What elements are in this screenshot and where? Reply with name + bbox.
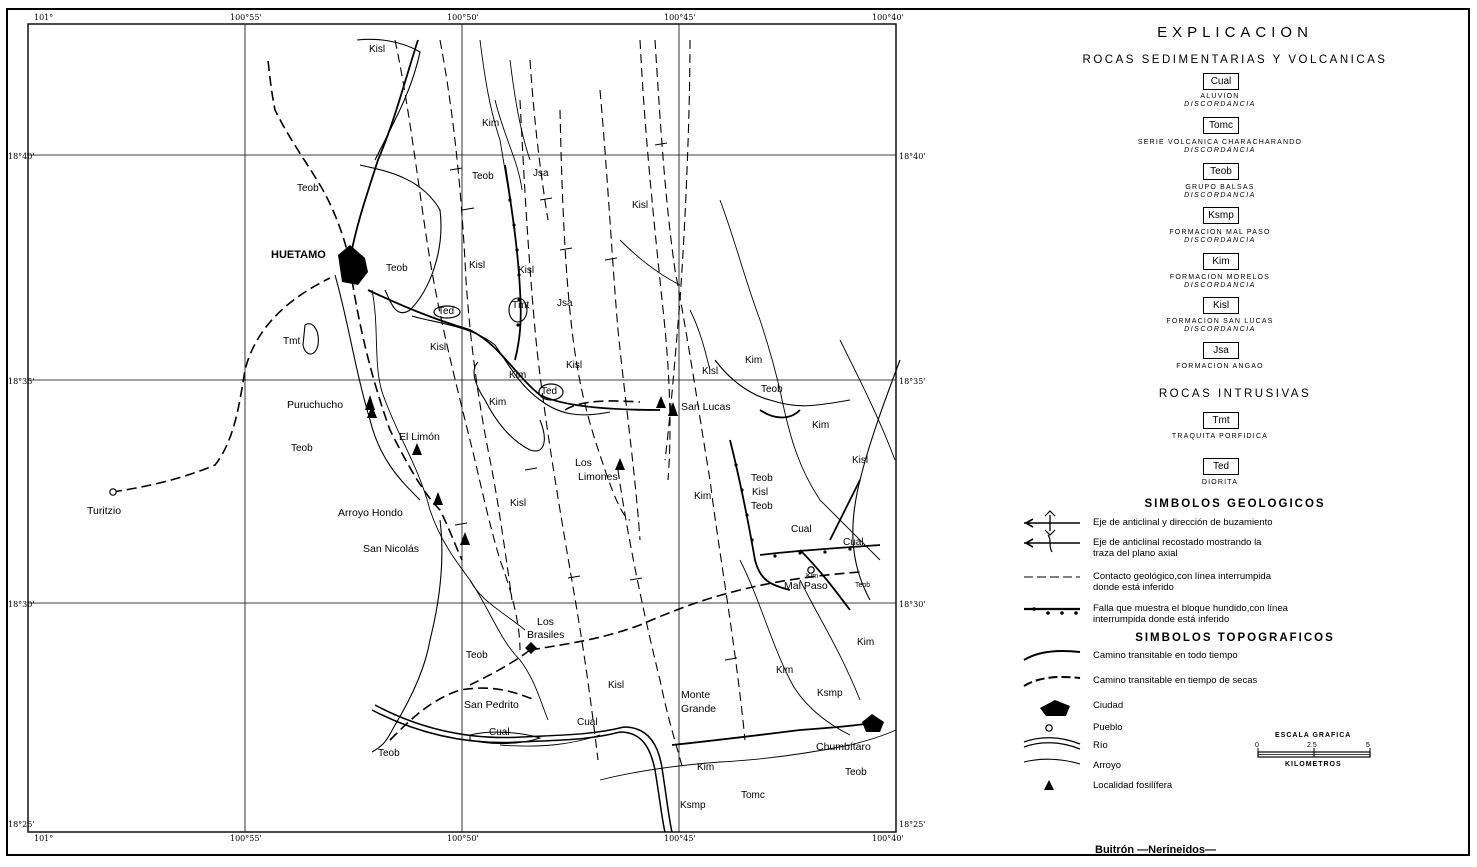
legend-unit-name: DIORITA (1201, 479, 1239, 486)
legend-sedimentary-header: ROCAS SEDIMENTARIAS Y VOLCANICAS (1082, 54, 1388, 66)
legend-unit-box: Tmt (1203, 412, 1239, 429)
coord-bottom-3: 100°45' (664, 834, 696, 843)
unit-label: Kim (694, 491, 712, 502)
unit-label: Kisl (430, 342, 447, 353)
unit-label: Kim (806, 573, 819, 580)
town-huetamo: HUETAMO (271, 249, 326, 261)
chumbitaro-city-icon (862, 714, 884, 732)
unit-label: Kim (857, 637, 875, 648)
coord-right-3: 18°25' (899, 820, 926, 829)
unit-label: Kim (482, 118, 500, 129)
unit-label: Kim (489, 397, 507, 408)
town-el-limon: El Limón (399, 431, 440, 443)
legend-topo-text: Localidad fosilífera (1093, 780, 1173, 791)
town-san-lucas: San Lucas (681, 401, 731, 413)
unit-label: Teob (751, 501, 773, 512)
unit-label: Kisl (752, 487, 769, 498)
legend-discordancia: DISCORDANCIA (1184, 147, 1256, 154)
town-monte-grande-2: Grande (681, 703, 717, 715)
coord-right-2: 18°30' (899, 600, 926, 609)
unit-label: Kisl (702, 366, 719, 377)
fossil-icon (460, 532, 470, 545)
legend-scale-title: ESCALA GRAFICA (1275, 732, 1352, 739)
legend-unit-box: Kisl (1203, 297, 1239, 314)
town-turitzio: Turitzio (87, 505, 122, 517)
legend-topo-text: Camino transitable en todo tiempo (1093, 650, 1238, 661)
unit-label: Tomc (741, 790, 765, 801)
unit-label: Kisl (566, 360, 583, 371)
legend-unit-box: Jsa (1203, 342, 1239, 359)
turitzio-pueblo-icon (110, 489, 116, 495)
coord-left-0: 18°40' (8, 152, 35, 161)
town-los-limones-1: Los (575, 457, 592, 469)
town-puruchucho: Puruchucho (287, 399, 344, 411)
unit-label: Ted (541, 386, 558, 397)
unit-label: Teob (291, 443, 313, 454)
unit-label: Teob (466, 650, 488, 661)
fossil-icon (365, 395, 375, 410)
unit-label: Teob (855, 582, 871, 589)
town-los-brasiles-2: Brasiles (527, 629, 565, 641)
unit-label: Teob (845, 767, 867, 778)
coord-bottom-1: 100°55' (230, 834, 262, 843)
legend-unit-name: FORMACION SAN LUCAS (1166, 318, 1274, 325)
coord-bottom-2: 100°50' (447, 834, 479, 843)
huetamo-city-icon (338, 245, 368, 285)
unit-label: Teob (472, 171, 494, 182)
town-chumbitaro: Chumbítaro (816, 741, 871, 753)
unit-label: Cual (489, 727, 510, 738)
coord-right-1: 18°35' (899, 377, 926, 386)
legend-topo-text: Camino transitable en tiempo de secas (1093, 675, 1258, 686)
legend-geo-text: Eje de anticlinal y dirección de buzamiento (1093, 517, 1273, 528)
legend-geo-text: Falla que muestra el bloque hundido,con línea (1093, 603, 1288, 614)
town-san-nicolas: San Nicolás (363, 543, 420, 555)
unit-label: Teob (761, 384, 783, 395)
fossil-icon (656, 396, 666, 408)
legend-unit-name: FORMACION MAL PASO (1169, 229, 1271, 236)
legend-scale-tick: 2.5 (1307, 742, 1317, 749)
legend-unit-box: Ksmp (1203, 207, 1239, 224)
legend-discordancia: DISCORDANCIA (1184, 237, 1256, 244)
legend-unit-name: ALUVION (1200, 93, 1240, 100)
unit-label: Kim (745, 355, 763, 366)
legend-topo-header: SIMBOLOS TOPOGRAFICOS (1135, 632, 1335, 644)
unit-label: Tmt (512, 300, 530, 311)
town-los-brasiles-1: Los (537, 616, 554, 628)
legend (1005, 18, 1465, 856)
fossil-icon (615, 458, 625, 470)
coord-right-0: 18°40' (899, 152, 926, 161)
legend-unit-box: Kim (1203, 253, 1239, 270)
town-mal-paso: Mal Paso (784, 580, 828, 592)
coord-top-1: 100°55' (230, 13, 262, 22)
geologic-contacts (335, 39, 900, 752)
coord-bottom-4: 100°40' (872, 834, 904, 843)
legend-discordancia: DISCORDANCIA (1184, 192, 1256, 199)
unit-label: Teob (378, 748, 400, 759)
coord-left-2: 18°30' (8, 600, 35, 609)
legend-scale-unit: KILOMETROS (1285, 761, 1342, 768)
graticule (28, 24, 896, 832)
legend-scale-tick: 5 (1366, 742, 1370, 749)
coord-top-4: 100°40' (872, 13, 904, 22)
legend-unit-box: Teob (1203, 163, 1239, 180)
unit-label: Kim (776, 665, 794, 676)
legend-unit-box: Cual (1203, 73, 1239, 90)
legend-discordancia: DISCORDANCIA (1184, 101, 1256, 108)
town-monte-grande-1: Monte (681, 689, 711, 701)
unit-label: Ksmp (680, 800, 706, 811)
unit-label: Jsa (533, 168, 549, 179)
tmt-body-west (303, 324, 318, 354)
unit-label: Kisl (469, 260, 486, 271)
town-san-pedrito: San Pedrito (464, 699, 519, 711)
legend-discordancia: DISCORDANCIA (1184, 282, 1256, 289)
legend-title: EXPLICACION (1157, 24, 1313, 41)
legend-unit-name: FORMACION MORELOS (1169, 274, 1271, 281)
fossil-icon (433, 492, 443, 505)
legend-geo-text: interrumpida donde está inferido (1093, 614, 1230, 625)
fault-ticks (508, 198, 851, 557)
legend-topo-text: Ciudad (1093, 700, 1124, 711)
legend-scale-tick: 0 (1255, 742, 1259, 749)
unit-label: Teob (297, 183, 319, 194)
legend-unit-box: Ted (1203, 458, 1239, 475)
unit-label: Kisl (632, 200, 649, 211)
coord-top-3: 100°45' (664, 13, 696, 22)
unit-label: Kisl (852, 455, 869, 466)
legend-geo-text: Eje de anticlinal recostado mostrando la (1093, 537, 1262, 548)
unit-label: Teob (751, 473, 773, 484)
unit-label: Jsa (557, 298, 573, 309)
signature: Buitrón —Nerineidos— (1095, 844, 1217, 856)
fossil-icon (412, 443, 422, 455)
unit-label: Kisl (608, 680, 625, 691)
legend-unit-name: TRAQUITA PORFIDICA (1171, 433, 1269, 440)
unit-label: Teob (386, 263, 408, 274)
unit-label: Cual (791, 524, 812, 535)
unit-label: Kim (509, 370, 527, 381)
legend-geo-text: Contacto geológico,con línea interrumpida (1093, 571, 1271, 582)
legend-unit-box: Tomc (1203, 117, 1239, 134)
coord-top-0: 101° (34, 13, 54, 22)
unit-label: Cual (577, 717, 598, 728)
legend-discordancia: DISCORDANCIA (1184, 326, 1256, 333)
coord-top-2: 100°50' (447, 13, 479, 22)
legend-topo-text: Pueblo (1093, 722, 1123, 733)
legend-intrusive-header: ROCAS INTRUSIVAS (1158, 388, 1312, 400)
unit-label: Kisl (369, 44, 386, 55)
dry-season-roads (112, 60, 860, 740)
legend-geo-text: traza del plano axial (1093, 548, 1178, 559)
unit-label: Kisl (510, 498, 527, 509)
unit-label: Tmt (283, 336, 301, 347)
legend-geo-text: donde está inferido (1093, 582, 1174, 593)
unit-label: Ksmp (817, 688, 843, 699)
unit-label: Ted (438, 306, 455, 317)
town-arroyo-hondo: Arroyo Hondo (338, 507, 403, 519)
legend-topo-text: Río (1093, 740, 1108, 751)
legend-geologic-header: SIMBOLOS GEOLOGICOS (1144, 498, 1326, 510)
unit-label: Cual (843, 537, 864, 548)
coord-bottom-0: 101° (34, 834, 54, 843)
legend-unit-name: GRUPO BALSAS (1185, 184, 1255, 191)
coord-left-1: 18°35' (8, 377, 35, 386)
unit-label: Kim (697, 762, 715, 773)
legend-topo-text: Arroyo (1093, 760, 1121, 771)
all-season-roads (350, 40, 880, 745)
main-river (372, 705, 672, 832)
legend-unit-name: FORMACION ANGAO (1176, 363, 1264, 370)
unit-label: Kisl (518, 265, 535, 276)
town-los-limones-2: Limones (578, 471, 618, 483)
legend-unit-name: SERIE VOLCANICA CHARACHARANDO (1137, 139, 1303, 146)
unit-label: Kim (812, 420, 830, 431)
coord-left-3: 18°25' (8, 820, 35, 829)
